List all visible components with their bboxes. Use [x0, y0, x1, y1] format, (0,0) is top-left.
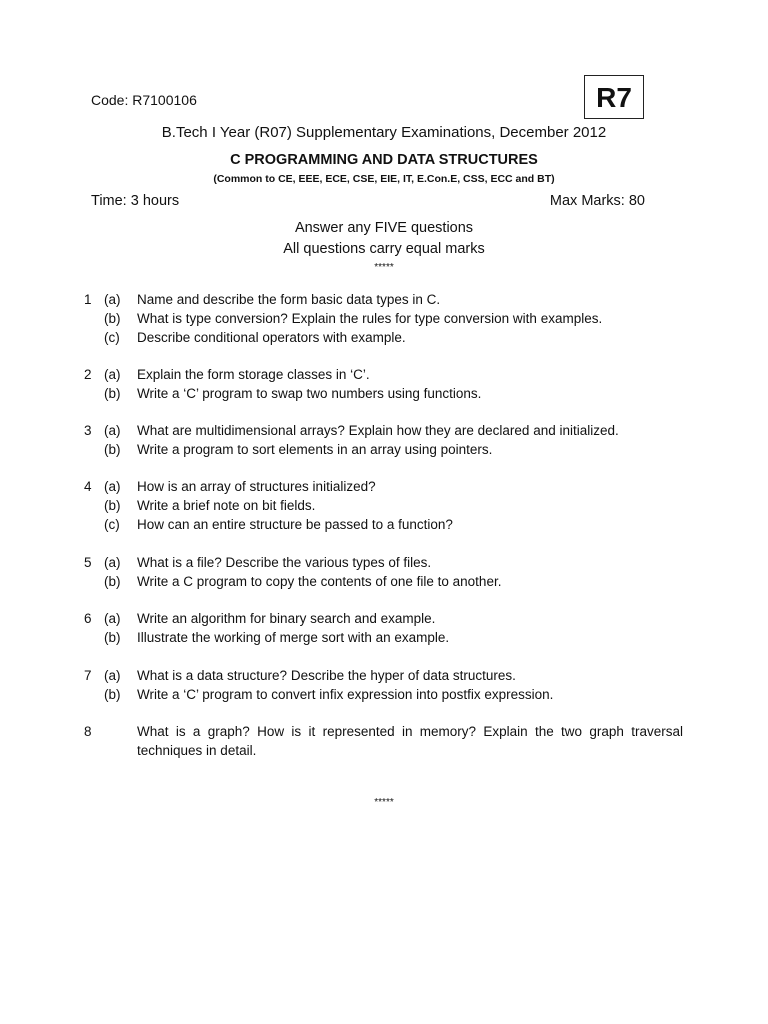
- part-text: Write a program to sort elements in an array using pointers.: [137, 442, 493, 457]
- question-part: [0, 290, 768, 309]
- part-text: Write an algorithm for binary search and example.: [137, 611, 436, 626]
- question-part: [0, 440, 768, 459]
- part-label: (b): [104, 574, 121, 589]
- part-label: (a): [104, 611, 121, 626]
- exam-title: B.Tech I Year (R07) Supplementary Examinations, December 2012: [161, 124, 607, 141]
- part-label: (b): [104, 630, 121, 645]
- part-text: Name and describe the form basic data types in C.: [137, 292, 441, 307]
- part-label: (b): [104, 386, 121, 401]
- question-number: 2: [84, 367, 92, 382]
- part-text: Write a brief note on bit fields.: [137, 498, 316, 513]
- regulation-badge: R7: [584, 75, 644, 119]
- part-text: Explain the form storage classes in ‘C’.: [137, 367, 370, 382]
- instruction-answer-five: Answer any FIVE questions: [294, 220, 474, 236]
- end-of-paper-stars: *****: [374, 797, 394, 808]
- part-text: What is a data structure? Describe the hyper of data structures.: [137, 668, 516, 683]
- part-label: (b): [104, 442, 121, 457]
- question-part: [0, 328, 768, 347]
- question-1: [0, 290, 768, 347]
- part-label: (a): [104, 423, 121, 438]
- part-text: How can an entire structure be passed to a function?: [137, 517, 453, 532]
- part-text: What are multidimensional arrays? Explain how they are declared and initialized.: [137, 423, 619, 438]
- question-number: 4: [84, 479, 92, 494]
- question-part: [0, 496, 768, 515]
- question-part: [0, 421, 768, 440]
- header-separator-stars: *****: [374, 262, 394, 273]
- part-label: (a): [104, 479, 121, 494]
- question-4: [0, 477, 768, 534]
- question-paper-code: Code: R7100106: [91, 92, 197, 108]
- question-text: What is a graph? How is it represented in memory? Explain the two graph traversal techniques in detail.: [137, 724, 683, 758]
- part-text: Write a ‘C’ program to swap two numbers using functions.: [137, 386, 482, 401]
- question-part: [0, 685, 768, 704]
- part-text: What is a file? Describe the various types of files.: [137, 555, 432, 570]
- part-label: (c): [104, 330, 120, 345]
- question-part: [0, 515, 768, 534]
- part-label: (a): [104, 668, 121, 683]
- question-number: 1: [84, 292, 92, 307]
- question-number: 7: [84, 668, 92, 683]
- subject-title: C PROGRAMMING AND DATA STRUCTURES: [230, 152, 538, 168]
- question-8: [0, 722, 768, 762]
- part-text: What is type conversion? Explain the rules for type conversion with examples.: [137, 311, 603, 326]
- question-part: [0, 572, 768, 591]
- part-text: Describe conditional operators with example.: [137, 330, 406, 345]
- part-label: (b): [104, 311, 121, 326]
- question-6: [0, 609, 768, 647]
- part-label: (a): [104, 367, 121, 382]
- question-part: [0, 609, 768, 628]
- question-part: [0, 365, 768, 384]
- part-label: (b): [104, 687, 121, 702]
- question-5: [0, 553, 768, 591]
- question-7: [0, 666, 768, 704]
- part-label: (a): [104, 292, 121, 307]
- common-to-branches: (Common to CE, EEE, ECE, CSE, EIE, IT, E.Con.E, CSS, ECC and BT): [213, 173, 555, 185]
- question-part: [0, 628, 768, 647]
- max-marks: Max Marks: 80: [549, 193, 645, 209]
- part-text: Write a C program to copy the contents of one file to another.: [137, 574, 502, 589]
- question-number: 8: [84, 724, 92, 739]
- question-3: [0, 421, 768, 459]
- question-part: [0, 553, 768, 572]
- part-text: Illustrate the working of merge sort with an example.: [137, 630, 450, 645]
- instruction-equal-marks: All questions carry equal marks: [283, 241, 485, 257]
- part-text: Write a ‘C’ program to convert infix expression into postfix expression.: [137, 687, 554, 702]
- question-2: [0, 365, 768, 403]
- question-part: [0, 309, 768, 328]
- exam-duration: Time: 3 hours: [91, 193, 180, 209]
- question-part: [0, 666, 768, 685]
- question-number: 3: [84, 423, 92, 438]
- part-label: (a): [104, 555, 121, 570]
- question-part: [0, 477, 768, 496]
- part-label: (c): [104, 517, 120, 532]
- question-number: 6: [84, 611, 92, 626]
- question-part: [0, 384, 768, 403]
- part-label: (b): [104, 498, 121, 513]
- question-number: 5: [84, 555, 92, 570]
- part-text: How is an array of structures initialized?: [137, 479, 376, 494]
